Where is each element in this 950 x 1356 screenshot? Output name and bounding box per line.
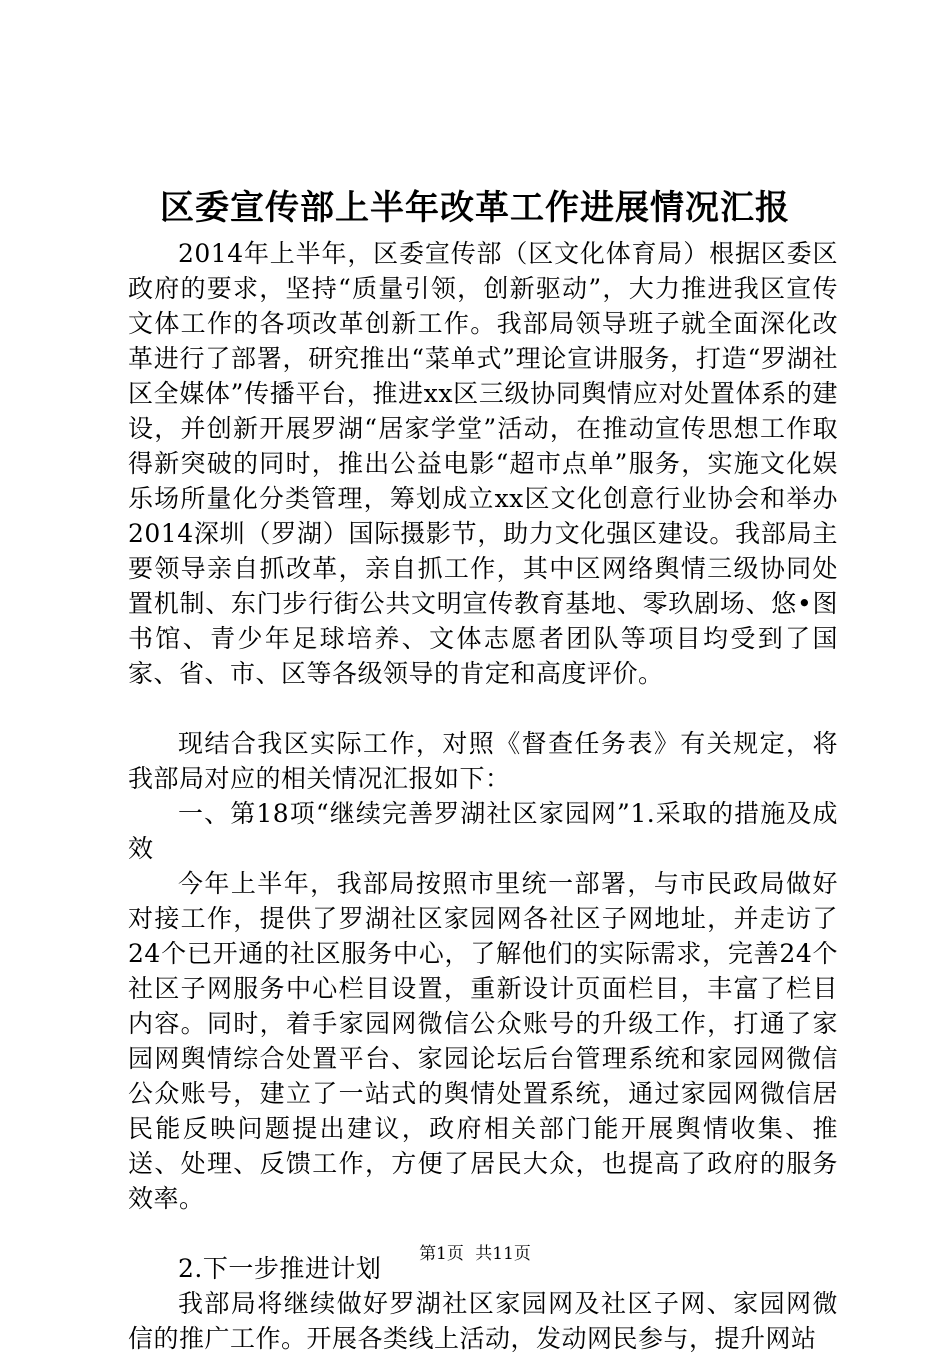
- paragraph-intro: 2014年上半年，区委宣传部（区文化体育局）根据区委区政府的要求，坚持“质量引领，创新驱动”，大力推进我区宣传文体工作的各项改革创新工作。我部局领导班子就全面深化改革进行了部署，研究推出“菜单式”理论宣讲服务，打造“罗湖社区全媒体”传播平台，推进xx区三级协同舆情应对处置体系的建设，并创新开展罗湖“居家学堂”活动，在推动宣传思想工作取得新突破的同时，推出公益电影“超市点单”服务，实施文化娱乐场所量化分类管理，筹划成立xx区文化创意行业协会和举办2014深圳（罗湖）国际摄影节，助力文化强区建设。我部局主要领导亲自抓改革，亲自抓工作，其中区网络舆情三级协同处置机制、东门步行街公共文明宣传教育基地、零玖剧场、悠•图书馆、青少年足球培养、文体志愿者团队等项目均受到了国家、省、市、区等各级领导的肯定和高度评价。: [128, 239, 838, 688]
- paragraph-measures: 今年上半年，我部局按照市里统一部署，与市民政局做好对接工作，提供了罗湖社区家园网各社区子网地址，并走访了24个已开通的社区服务中心，了解他们的实际需求，完善24个社区子网服务中心栏目设置，重新设计页面栏目，丰富了栏目内容。同时，着手家园网微信公众账号的升级工作，打通了家园网舆情综合处置平台、家园论坛后台管理系统和家园网微信公众账号，建立了一站式的舆情处置系统，通过家园网微信居民能反映问题提出建议，政府相关部门能开展舆情收集、推送、处理、反馈工作，方便了居民大众，也提高了政府的服务效率。: [128, 869, 838, 1213]
- document-title: 区委宣传部上半年改革工作进展情况汇报: [160, 188, 790, 228]
- page-footer: [0, 1242, 950, 1266]
- paragraph-next-plan: 我部局将继续做好罗湖社区家园网及社区子网、家园网微信的推广工作。开展各类线上活动，发动网民参与，提升网站: [128, 1289, 838, 1353]
- document-body: [128, 236, 838, 1356]
- section-heading-item-18: 一、第18项“继续完善罗湖社区家园网”1.采取的措施及成效: [128, 799, 838, 863]
- subheading-next-plan: 2.下一步推进计划: [178, 1254, 382, 1283]
- page-number-total: 共11页: [475, 1244, 531, 1264]
- paragraph-context: 现结合我区实际工作，对照《督查任务表》有关规定，将我部局对应的相关情况汇报如下：: [128, 729, 838, 793]
- page-number-current: 第1页: [419, 1244, 464, 1264]
